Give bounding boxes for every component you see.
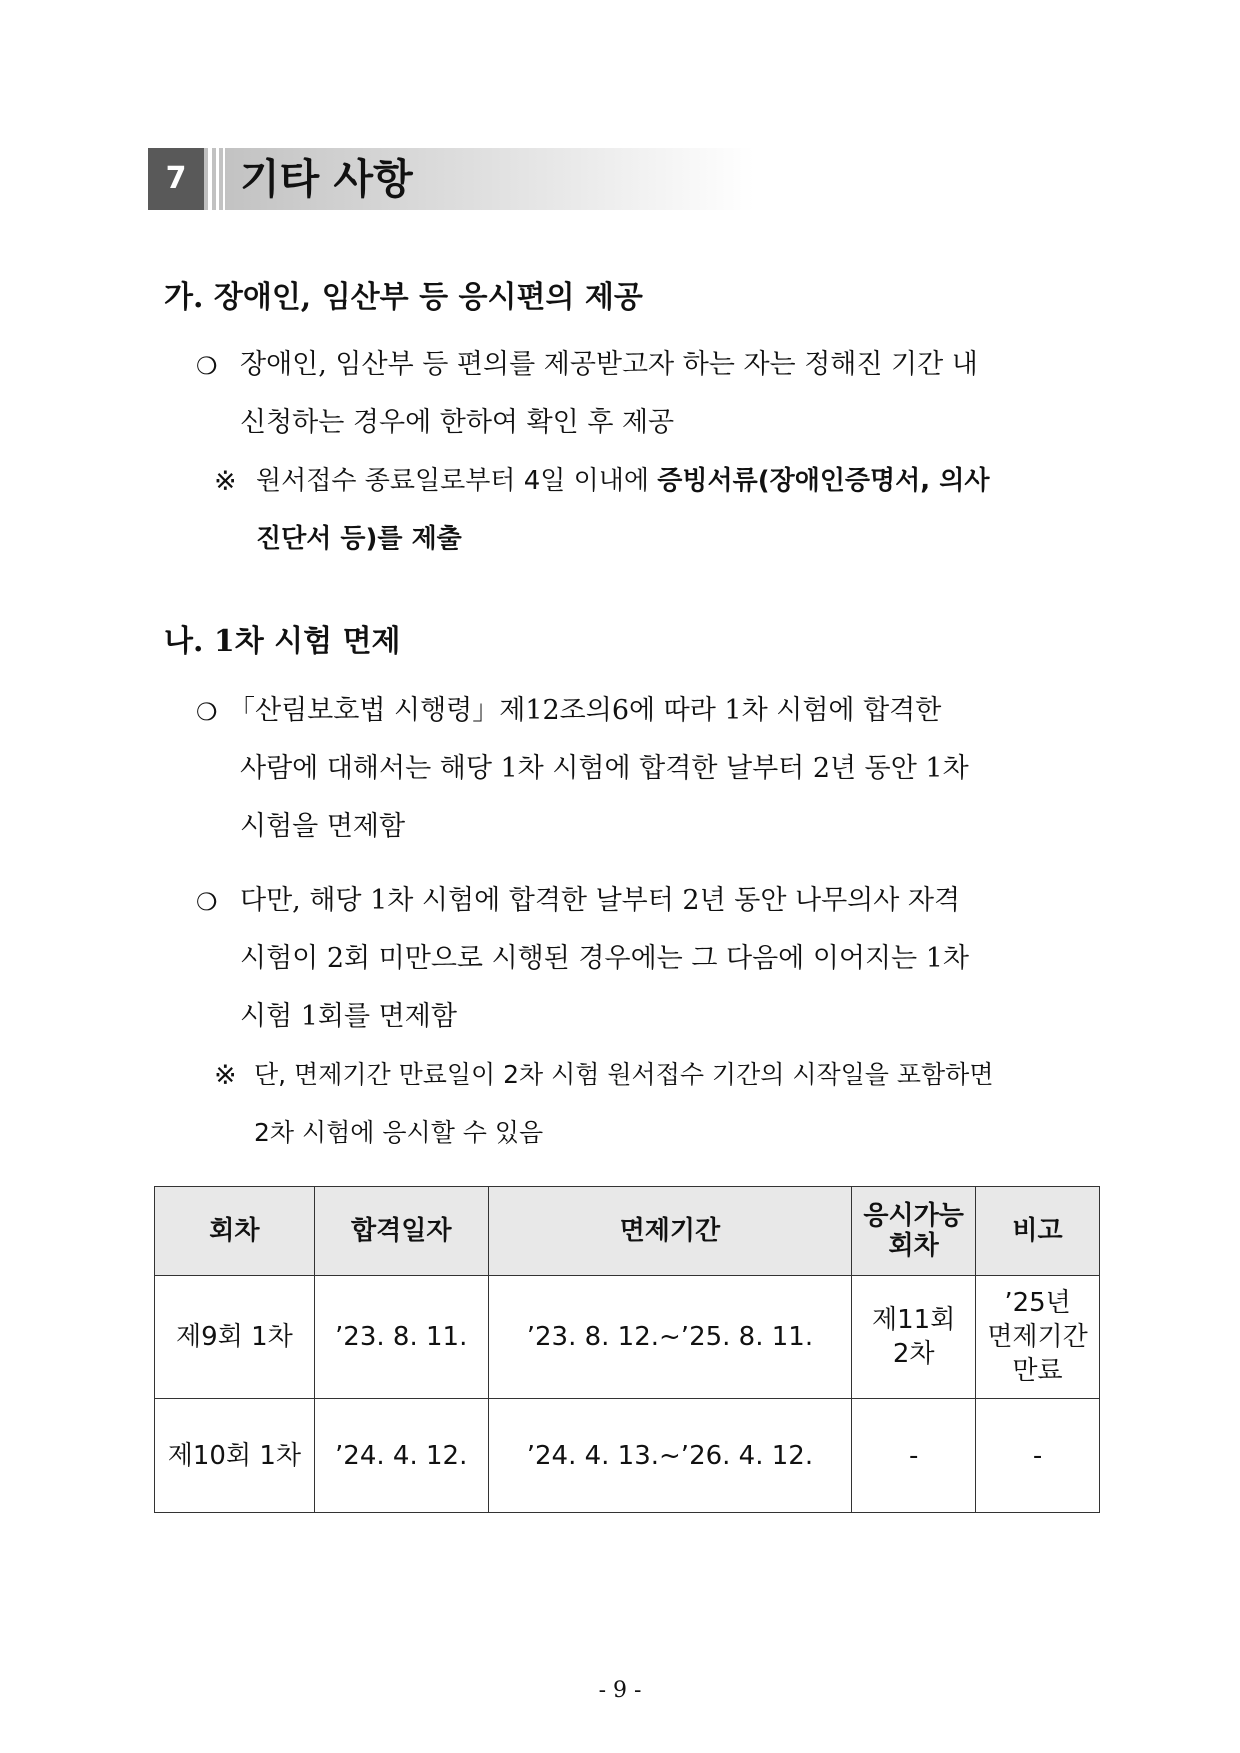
cell-text: 면제기간 [987, 1322, 1088, 1352]
cell-round: 제9회 1차 [155, 1276, 315, 1399]
table-row [155, 1276, 1100, 1399]
paragraph-line: 신청하는 경우에 한하여 확인 후 제공 [240, 407, 675, 438]
subsection-heading-a: 가. 장애인, 임산부 등 응시편의 제공 [164, 280, 643, 315]
cell-text: ’25년 [1004, 1288, 1071, 1318]
note-line: 2차 시험에 응시할 수 있음 [254, 1118, 544, 1147]
cell-round: 제10회 1차 [155, 1399, 315, 1513]
paragraph-line: 다만, 해당 1차 시험에 합격한 날부터 2년 동안 나무의사 자격 [240, 885, 961, 916]
note-text: 원서접수 종료일로부터 4일 이내에 [256, 466, 658, 496]
cell-exempt-period: ’24. 4. 13.~’26. 4. 12. [488, 1399, 852, 1513]
table-row [155, 1399, 1100, 1513]
section-header-background [148, 148, 754, 210]
paragraph-line: 시험을 면제함 [240, 811, 406, 842]
paragraph-line: 장애인, 임산부 등 편의를 제공받고자 하는 자는 정해진 기간 내 [240, 349, 978, 380]
exemption-table [154, 1186, 1100, 1513]
section-divider-stripe [208, 148, 212, 210]
cell-exempt-period: ’23. 8. 12.~’25. 8. 11. [488, 1276, 852, 1399]
note-emphasis: 증빙서류(장애인증명서, 의사 [657, 466, 990, 496]
header-text: 응시가능 [863, 1201, 964, 1231]
note-emphasis: 진단서 등)를 제출 [256, 524, 462, 554]
cell-pass-date: ’24. 4. 12. [314, 1399, 488, 1513]
paragraph-line: 사람에 대해서는 해당 1차 시험에 합격한 날부터 2년 동안 1차 [240, 753, 969, 784]
bullet-circle-icon: ❍ [196, 698, 218, 726]
section-title: 기타 사항 [240, 155, 413, 203]
note-line [256, 452, 989, 510]
section-number: 7 [148, 148, 204, 210]
section-divider-stripe [216, 148, 219, 210]
cell-remarks: - [976, 1399, 1100, 1513]
paragraph-line: 시험 1회를 면제함 [240, 1001, 457, 1032]
page-number: - 9 - [598, 1678, 642, 1703]
header-exempt-period: 면제기간 [488, 1187, 852, 1276]
header-round: 회차 [155, 1187, 315, 1276]
cell-remarks [976, 1276, 1100, 1399]
header-remarks: 비고 [976, 1187, 1100, 1276]
paragraph-line: 「산림보호법 시행령」제12조의6에 따라 1차 시험에 합격한 [228, 695, 942, 726]
cell-eligible-round: - [852, 1399, 976, 1513]
cell-text: 만료 [1012, 1356, 1063, 1386]
table-header-row [155, 1187, 1100, 1276]
cell-pass-date: ’23. 8. 11. [314, 1276, 488, 1399]
section-divider-stripe [223, 148, 225, 210]
paragraph-line: 시험이 2회 미만으로 시행된 경우에는 그 다음에 이어지는 1차 [240, 943, 969, 974]
cell-eligible-round [852, 1276, 976, 1399]
section-header [148, 148, 754, 210]
bullet-circle-icon: ❍ [196, 888, 218, 916]
reference-mark-icon: ※ [214, 1060, 237, 1091]
cell-text: 제11회 [872, 1305, 956, 1335]
cell-text: 2차 [892, 1339, 935, 1369]
header-text: 회차 [888, 1231, 939, 1261]
reference-mark-icon: ※ [214, 466, 237, 497]
header-eligible-round [852, 1187, 976, 1276]
subsection-heading-b: 나. 1차 시험 면제 [164, 624, 401, 659]
note-line: 단, 면제기간 만료일이 2차 시험 원서접수 기간의 시작일을 포함하면 [254, 1060, 994, 1089]
bullet-circle-icon: ❍ [196, 352, 218, 380]
header-pass-date: 합격일자 [314, 1187, 488, 1276]
